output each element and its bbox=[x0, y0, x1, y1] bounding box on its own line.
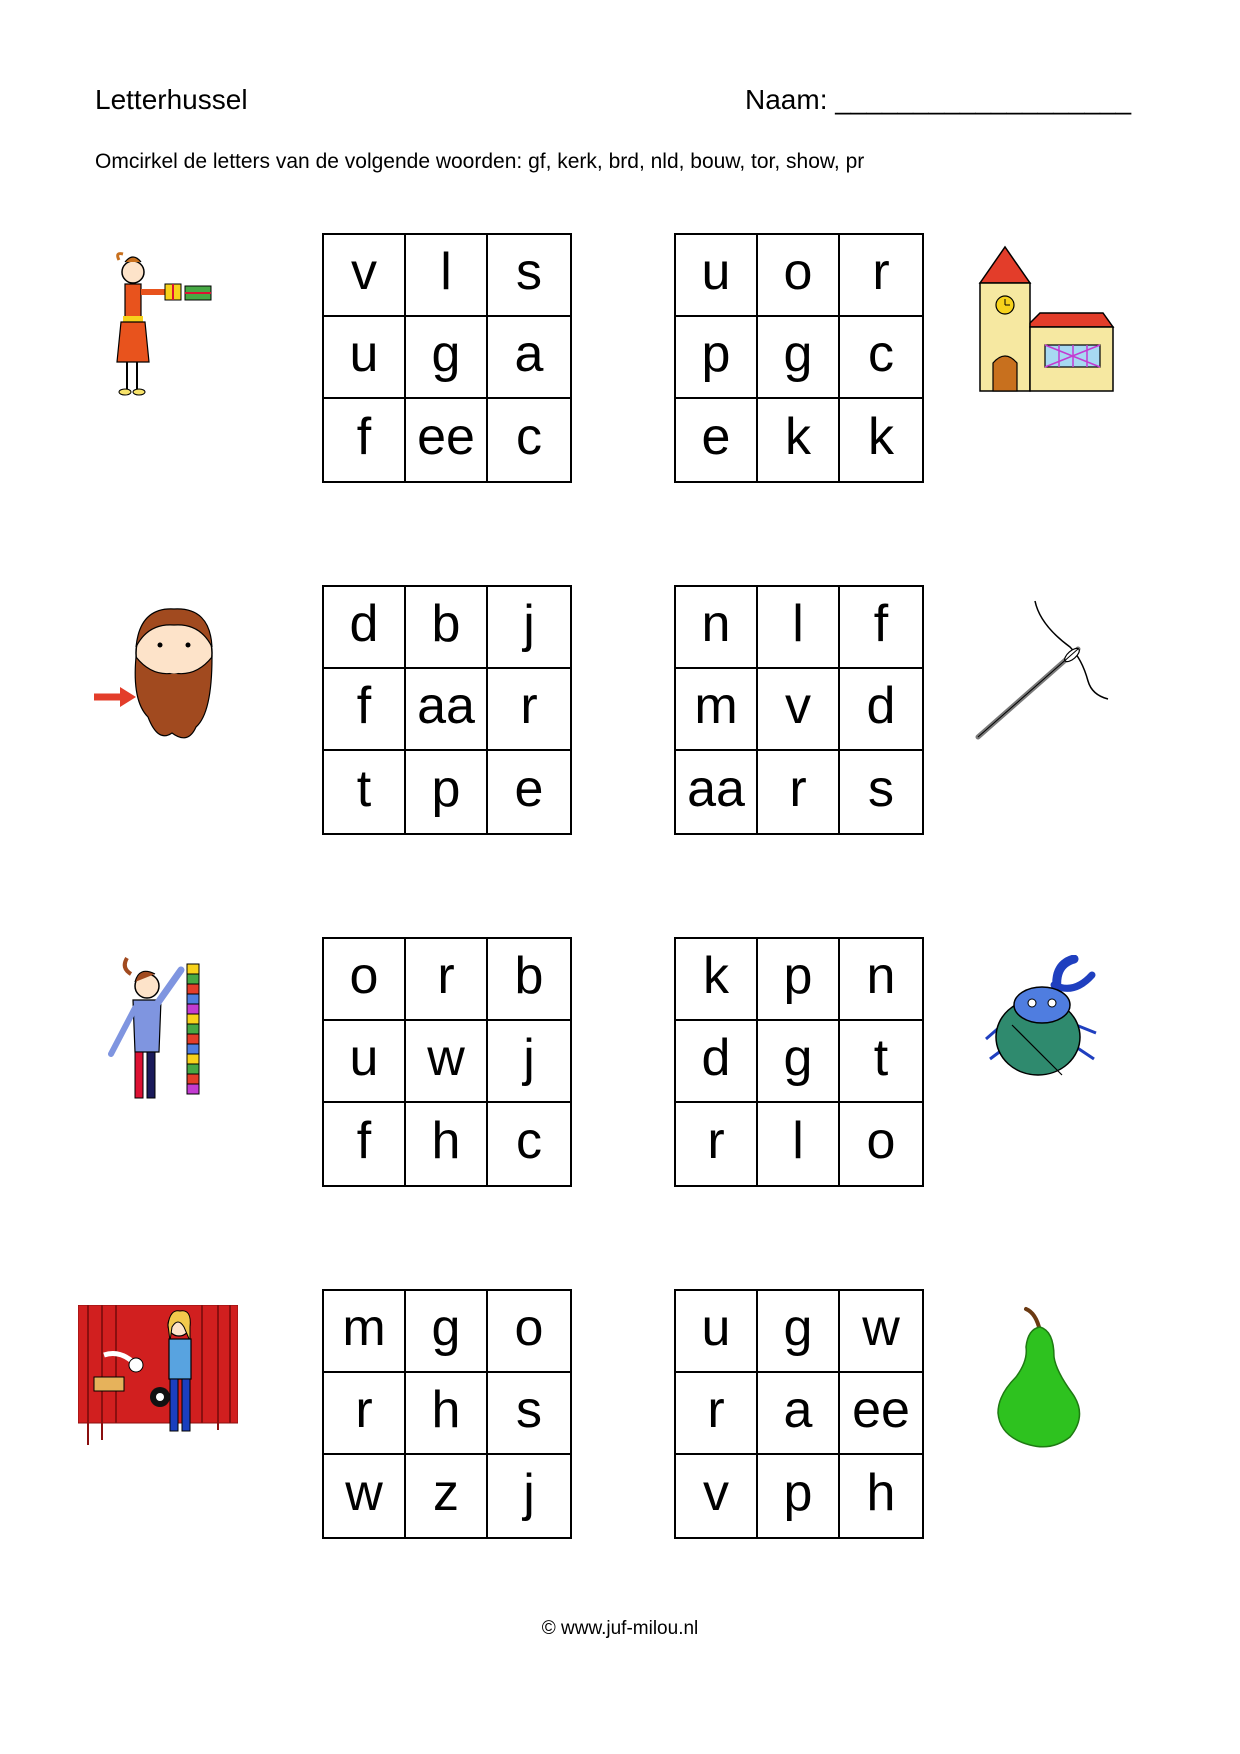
letter-cell[interactable]: n bbox=[840, 939, 922, 1021]
letter-cell[interactable]: b bbox=[488, 939, 570, 1021]
letter-cell[interactable]: u bbox=[324, 317, 406, 399]
letter-cell[interactable]: j bbox=[488, 587, 570, 669]
letter-cell[interactable]: v bbox=[758, 669, 840, 751]
letter-cell[interactable]: l bbox=[406, 235, 488, 317]
letter-cell[interactable]: j bbox=[523, 1464, 535, 1522]
letter-cell[interactable]: k bbox=[758, 399, 840, 481]
letter-cell[interactable]: w bbox=[406, 1021, 488, 1103]
letter-grid bbox=[322, 585, 572, 835]
needle-and-thread-picture bbox=[970, 595, 1110, 745]
letter-cell[interactable]: u bbox=[324, 1021, 406, 1103]
letter-cell[interactable]: t bbox=[324, 751, 406, 833]
letter-cell[interactable]: m bbox=[676, 669, 758, 751]
letter-cell[interactable]: d bbox=[324, 587, 406, 669]
letter-cell[interactable]: z bbox=[406, 1455, 488, 1537]
letter-cell[interactable]: f bbox=[324, 669, 406, 751]
letter-cell[interactable]: r bbox=[324, 1373, 406, 1455]
letter-cell[interactable]: e bbox=[514, 760, 544, 818]
letter-cell[interactable]: c bbox=[516, 1112, 542, 1170]
letter-cell[interactable]: ee bbox=[840, 1373, 922, 1455]
letter-cell[interactable]: r bbox=[758, 751, 840, 833]
letter-cell[interactable]: h bbox=[406, 1103, 488, 1185]
letter-cell[interactable]: v bbox=[324, 235, 406, 317]
letter-grid bbox=[674, 1289, 924, 1539]
beetle-picture bbox=[982, 955, 1102, 1085]
church-picture bbox=[975, 245, 1115, 395]
man-with-beard-picture bbox=[92, 605, 227, 745]
letter-cell[interactable]: r bbox=[676, 1373, 758, 1455]
letter-cell[interactable]: u bbox=[676, 1291, 758, 1373]
letter-cell[interactable]: h bbox=[866, 1464, 896, 1522]
letter-cell[interactable]: g bbox=[758, 317, 840, 399]
letter-cell[interactable]: g bbox=[406, 317, 488, 399]
letter-cell[interactable]: l bbox=[758, 587, 840, 669]
letter-cell[interactable]: g bbox=[758, 1291, 840, 1373]
letter-cell[interactable]: g bbox=[406, 1291, 488, 1373]
worksheet-title: Letterhussel bbox=[95, 84, 248, 115]
letter-cell[interactable]: c bbox=[516, 408, 542, 466]
letter-cell[interactable]: aa bbox=[676, 751, 758, 833]
letter-cell[interactable]: w bbox=[324, 1455, 406, 1537]
letter-grid bbox=[674, 937, 924, 1187]
letter-grid bbox=[322, 1289, 572, 1539]
letter-cell[interactable]: s bbox=[488, 1373, 570, 1455]
name-label: Naam: ___________________ bbox=[745, 84, 1132, 115]
letter-cell[interactable]: e bbox=[676, 399, 758, 481]
girl-building-tower-picture bbox=[105, 948, 215, 1103]
letter-grid bbox=[674, 233, 924, 483]
instruction-text: Omcirkel de letters van de volgende woorden: gf, kerk, brd, nld, bouw, tor, show, pr bbox=[95, 150, 865, 173]
letter-cell[interactable]: l bbox=[758, 1103, 840, 1185]
letter-cell[interactable]: g bbox=[758, 1021, 840, 1103]
letter-cell[interactable]: r bbox=[406, 939, 488, 1021]
letter-cell[interactable]: n bbox=[676, 587, 758, 669]
letter-cell[interactable]: o bbox=[324, 939, 406, 1021]
puppet-show-stage-picture bbox=[78, 1305, 238, 1455]
letter-cell[interactable]: a bbox=[488, 317, 570, 399]
letter-cell[interactable]: j bbox=[488, 1021, 570, 1103]
letter-cell[interactable]: s bbox=[488, 235, 570, 317]
letter-cell[interactable]: r bbox=[840, 235, 922, 317]
letter-cell[interactable]: h bbox=[406, 1373, 488, 1455]
letter-cell[interactable]: f bbox=[840, 587, 922, 669]
letter-grid bbox=[322, 937, 572, 1187]
letter-cell[interactable]: p bbox=[406, 751, 488, 833]
letter-cell[interactable]: f bbox=[324, 399, 406, 481]
letter-cell[interactable]: f bbox=[324, 1103, 406, 1185]
letter-cell[interactable]: o bbox=[866, 1112, 896, 1170]
letter-cell[interactable]: d bbox=[840, 669, 922, 751]
letter-grid bbox=[322, 233, 572, 483]
letter-cell[interactable]: u bbox=[676, 235, 758, 317]
letter-cell[interactable]: r bbox=[676, 1103, 758, 1185]
letter-cell[interactable]: c bbox=[840, 317, 922, 399]
letter-cell[interactable]: d bbox=[676, 1021, 758, 1103]
letter-cell[interactable]: k bbox=[676, 939, 758, 1021]
letter-grid bbox=[674, 585, 924, 835]
letter-cell[interactable]: o bbox=[488, 1291, 570, 1373]
letter-cell[interactable]: t bbox=[840, 1021, 922, 1103]
letter-cell[interactable]: w bbox=[840, 1291, 922, 1373]
letter-cell[interactable]: m bbox=[324, 1291, 406, 1373]
pear-picture bbox=[990, 1305, 1090, 1450]
letter-cell[interactable]: v bbox=[676, 1455, 758, 1537]
letter-cell[interactable]: o bbox=[758, 235, 840, 317]
girl-giving-present-picture bbox=[105, 250, 220, 400]
letter-cell[interactable]: p bbox=[758, 939, 840, 1021]
letter-cell[interactable]: k bbox=[868, 408, 894, 466]
letter-cell[interactable]: ee bbox=[406, 399, 488, 481]
copyright-footer: © www.juf-milou.nl bbox=[541, 1618, 699, 1639]
letter-cell[interactable]: p bbox=[676, 317, 758, 399]
letter-cell[interactable]: a bbox=[758, 1373, 840, 1455]
letter-cell[interactable]: s bbox=[868, 760, 894, 818]
letter-cell[interactable]: aa bbox=[406, 669, 488, 751]
letter-cell[interactable]: p bbox=[758, 1455, 840, 1537]
letter-cell[interactable]: b bbox=[406, 587, 488, 669]
letter-cell[interactable]: r bbox=[488, 669, 570, 751]
